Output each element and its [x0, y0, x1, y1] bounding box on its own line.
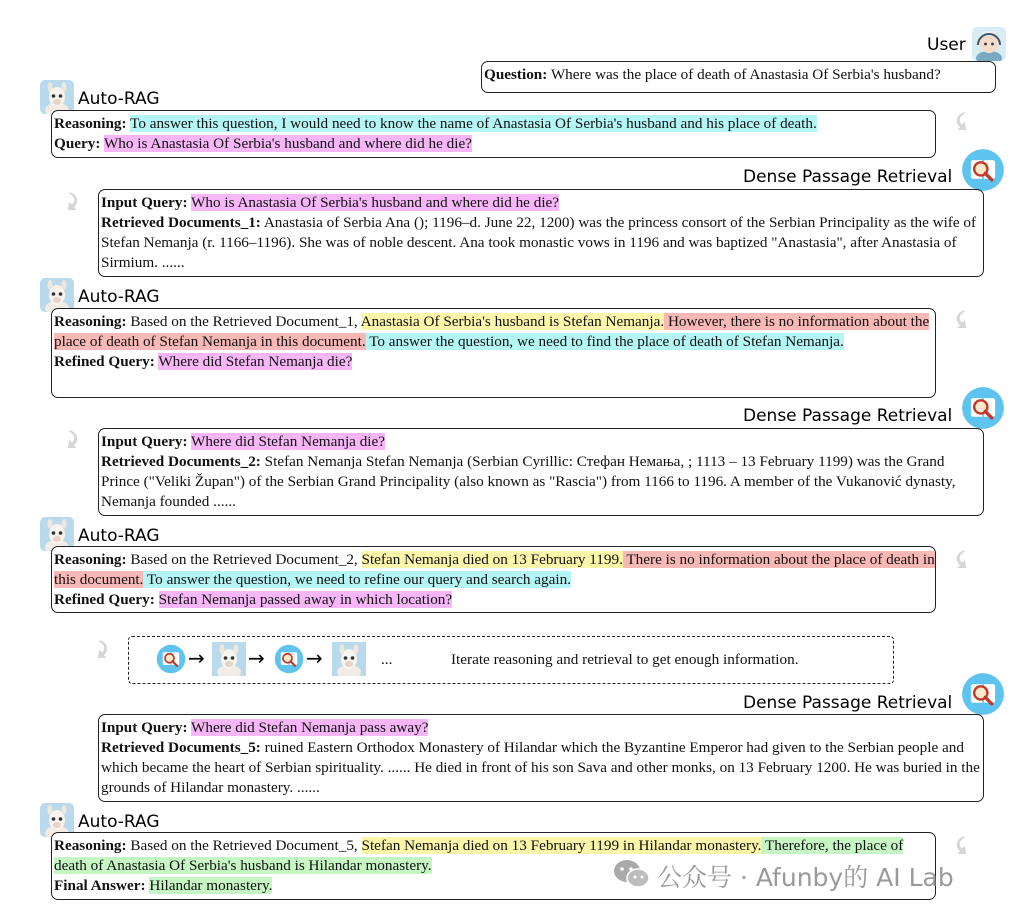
retrieved-docs-text: Anastasia of Serbia Ana (); 1196–d. June 22, 1200) was the princess consort of the Serbian Principality as the wife of Stefan Nemanja (r. 1166–1196). She was of noble descent. Ana took monastic vows in 1196 and was baptized "Anastasia", after Anastasia of Sirmium. ......: [101, 214, 977, 271]
input-query-key: Input Query:: [101, 433, 188, 450]
gap-text: However, there is no information about the place of death of Stefan Nemanja in this document.: [54, 313, 930, 350]
watermark-text: 公众号 · Afunby的 AI Lab: [657, 863, 954, 892]
reasoning-key: Reasoning:: [54, 313, 127, 330]
ellipsis: ...: [381, 651, 393, 668]
curved-arrow-icon: [94, 638, 112, 660]
user-avatar-icon: [972, 27, 1006, 61]
retriever-label: Dense Passage Retrieval: [743, 693, 953, 713]
curved-arrow-icon: [952, 110, 970, 132]
reasoning-prefix: Based on the Retrieved Document_2,: [126, 551, 362, 568]
input-query-text: Where did Stefan Nemanja pass away?: [191, 719, 429, 736]
retrieval-box-2: [98, 428, 984, 516]
fact-text: Stefan Nemanja died on 13 February 1199 in Hilandar monastery.: [361, 837, 762, 854]
curved-arrow-icon: [64, 428, 82, 450]
input-query-key: Input Query:: [101, 719, 188, 736]
retrieved-docs-text: Stefan Nemanja Stefan Nemanja (Serbian Cyrillic: Стефан Немања, ; 1113 – 13 February 1199) was the Grand Prince ("Veliki Župan") of the Serbian Grand Principality (also known as "Rascia") from 1166 to 1196. A member of the Vukanović dynasty, Nemanja founded ......: [101, 453, 956, 510]
reasoning-prefix: Based on the Retrieved Document_1,: [126, 313, 361, 330]
llama-avatar-icon: [40, 278, 74, 312]
refined-query-text: Where did Stefan Nemanja die?: [158, 353, 353, 370]
arrow-right-icon: →: [306, 646, 323, 670]
refined-query-text: Stefan Nemanja passed away in which location?: [158, 591, 453, 608]
input-query-key: Input Query:: [101, 194, 188, 211]
plan-text: To answer the question, we need to find the place of death of Stefan Nemanja.: [365, 333, 844, 350]
agent-label: Auto-RAG: [78, 287, 160, 307]
iteration-text: Iterate reasoning and retrieval to get enough information.: [451, 651, 799, 668]
llama-avatar-icon: [40, 80, 74, 114]
curved-arrow-icon: [952, 834, 970, 856]
llama-avatar-icon: [332, 642, 366, 676]
reasoning-box-3: [51, 546, 936, 613]
input-query-text: Who is Anastasia Of Serbia's husband and where did he die?: [191, 194, 560, 211]
reasoning-box-2: [51, 308, 936, 398]
reasoning-key: Reasoning:: [54, 115, 127, 132]
gap-text: There is no information about the place of death in this document.: [54, 551, 935, 588]
query-key: Query:: [54, 135, 101, 152]
agent-label: Auto-RAG: [78, 89, 160, 109]
reasoning-box-1: [51, 110, 936, 158]
plan-text: To answer the question, we need to refine our query and search again.: [143, 571, 571, 588]
curved-arrow-icon: [64, 190, 82, 212]
curved-arrow-icon: [952, 308, 970, 330]
question-box: [481, 61, 996, 93]
book-magnifier-icon: [961, 148, 1005, 192]
wechat-icon: [612, 858, 650, 890]
retrieval-box-1: [98, 189, 984, 277]
retrieved-docs-key: Retrieved Documents_2:: [101, 453, 261, 470]
final-answer-key: Final Answer:: [54, 877, 146, 894]
refined-query-key: Refined Query:: [54, 353, 155, 370]
user-label: User: [927, 35, 966, 55]
retriever-label: Dense Passage Retrieval: [743, 167, 953, 187]
reasoning-text: To answer this question, I would need to know the name of Anastasia Of Serbia's husband and his place of death.: [130, 115, 817, 132]
curved-arrow-icon: [952, 548, 970, 570]
retrieval-box-5: [98, 714, 984, 802]
fact-text: Stefan Nemanja died on 13 February 1199.: [361, 551, 623, 568]
retrieved-docs-text: ruined Eastern Orthodox Monastery of Hilandar which the Byzantine Emperor had given to the Serbian people and which became the heart of Serbian spirituality. ...... He died in front of his son Sava and other monks, on 13 February 1200. He was buried in the grounds of Hilandar monastery. ......: [101, 739, 980, 796]
reasoning-key: Reasoning:: [54, 837, 127, 854]
reasoning-prefix: Based on the Retrieved Document_5,: [126, 837, 362, 854]
agent-label: Auto-RAG: [78, 526, 160, 546]
question-key: Question:: [484, 66, 548, 83]
book-magnifier-icon: [156, 644, 186, 674]
retriever-label: Dense Passage Retrieval: [743, 406, 953, 426]
input-query-text: Where did Stefan Nemanja die?: [191, 433, 386, 450]
conclusion-text: Therefore, the place of death of Anastasia Of Serbia's husband is Hilandar monastery.: [54, 837, 904, 874]
query-text: Who is Anastasia Of Serbia's husband and where did he die?: [103, 135, 472, 152]
book-magnifier-icon: [274, 644, 304, 674]
book-magnifier-icon: [961, 386, 1005, 430]
arrow-right-icon: →: [188, 646, 205, 670]
retrieved-docs-key: Retrieved Documents_5:: [101, 739, 261, 756]
final-answer-text: Hilandar monastery.: [149, 877, 273, 894]
refined-query-key: Refined Query:: [54, 591, 155, 608]
question-text: Where was the place of death of Anastasia Of Serbia's husband?: [547, 66, 941, 83]
arrow-right-icon: →: [248, 646, 265, 670]
agent-label: Auto-RAG: [78, 812, 160, 832]
retrieved-docs-key: Retrieved Documents_1:: [101, 214, 261, 231]
fact-text: Anastasia Of Serbia's husband is Stefan Nemanja.: [360, 313, 665, 330]
llama-avatar-icon: [212, 642, 246, 676]
book-magnifier-icon: [961, 672, 1005, 716]
reasoning-key: Reasoning:: [54, 551, 127, 568]
